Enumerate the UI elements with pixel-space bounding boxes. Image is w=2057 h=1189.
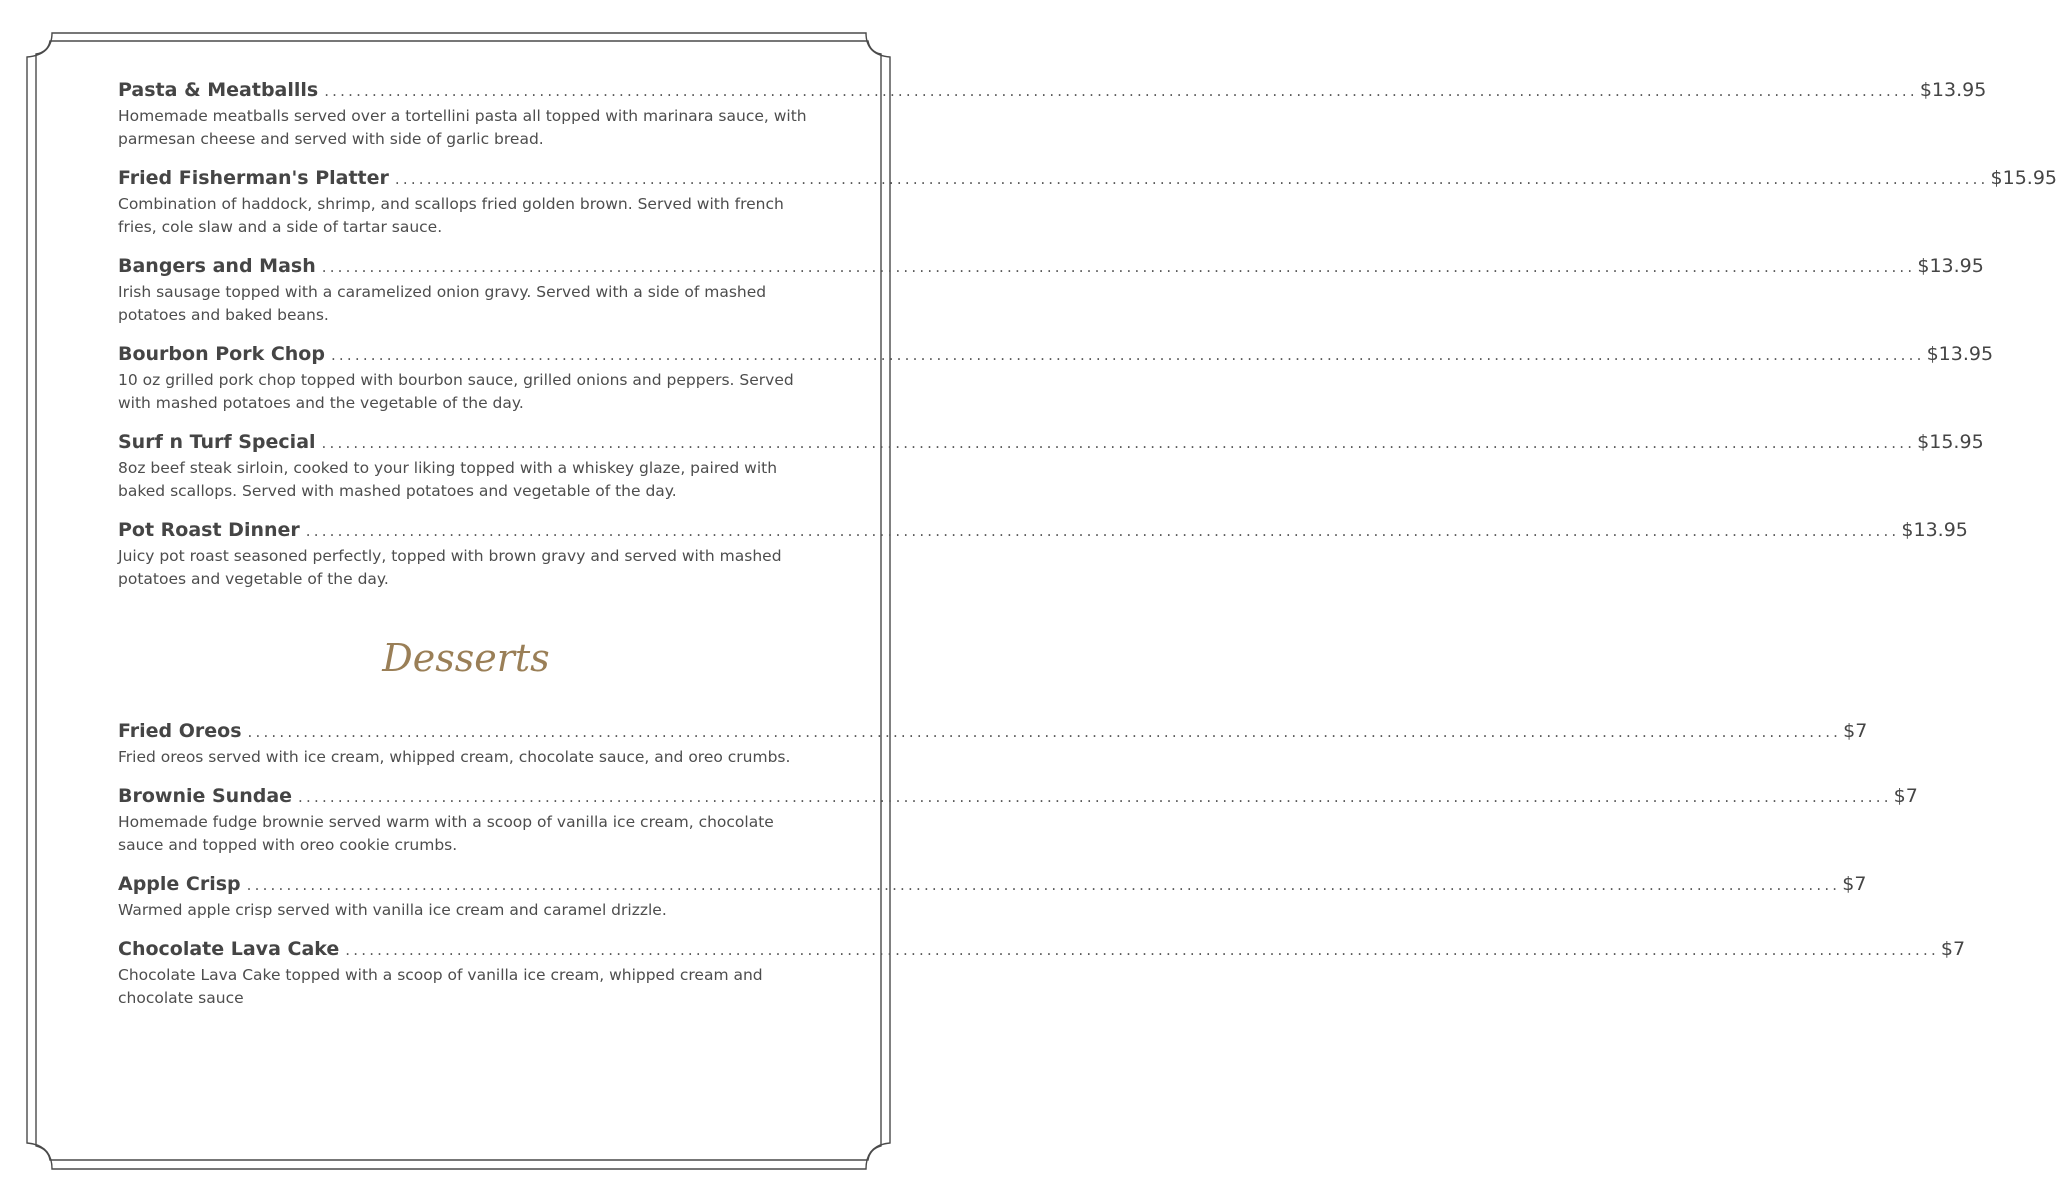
item-name: Chocolate Lava Cake — [118, 938, 340, 960]
dot-leader: ........................................................................................................................................................................................................ — [305, 522, 1900, 540]
menu-item — [118, 77, 1987, 151]
item-description: Combination of haddock, shrimp, and scallops fried golden brown. Served with french fries, cole slaw and a side of tartar sauce. — [118, 195, 784, 236]
dot-leader: ........................................................................................................................................................................................................ — [321, 434, 1916, 452]
menu-item — [118, 936, 1966, 1010]
item-price: $7 — [1843, 720, 1868, 742]
dot-leader: ........................................................................................................................................................................................................ — [394, 170, 1989, 188]
menu-item — [118, 718, 1868, 769]
item-description: Fried oreos served with ice cream, whipped cream, chocolate sauce, and oreo crumbs. — [118, 748, 791, 766]
item-price: $13.95 — [1919, 79, 1987, 101]
item-name: Pot Roast Dinner — [118, 519, 300, 541]
item-name: Bourbon Pork Chop — [118, 343, 325, 365]
dot-leader: ........................................................................................................................................................................................................ — [321, 258, 1916, 276]
item-description: Warmed apple crisp served with vanilla ice cream and caramel drizzle. — [118, 901, 667, 919]
item-price: $7 — [1842, 873, 1867, 895]
item-price: $7 — [1940, 938, 1966, 960]
item-price: $7 — [1893, 785, 1918, 807]
menu-item — [118, 429, 1984, 503]
item-description: Homemade fudge brownie served warm with a scoop of vanilla ice cream, chocolate sauce and topped with oreo cookie crumbs. — [118, 813, 774, 854]
item-price: $13.95 — [1917, 255, 1984, 277]
item-price: $13.95 — [1926, 343, 1994, 365]
dot-leader: ........................................................................................................................................................................................................ — [247, 723, 1842, 741]
menu-item — [118, 871, 1867, 922]
menu-item — [118, 517, 1968, 591]
menu-content — [118, 77, 2057, 1024]
menu-item — [118, 341, 1994, 415]
desserts-list — [118, 718, 1966, 1010]
item-description: Chocolate Lava Cake topped with a scoop of vanilla ice cream, whipped cream and chocolate sauce — [118, 966, 763, 1007]
dot-leader: ........................................................................................................................................................................................................ — [246, 876, 1841, 894]
item-name: Pasta & Meatballls — [118, 79, 319, 101]
desserts-heading: Desserts — [382, 636, 550, 680]
item-price: $13.95 — [1901, 519, 1968, 541]
item-name: Fried Fisherman's Platter — [118, 167, 389, 189]
item-description: Irish sausage topped with a caramelized onion gravy. Served with a side of mashed potatoes and baked beans. — [118, 283, 767, 324]
menu-item — [118, 165, 2057, 239]
dot-leader: ........................................................................................................................................................................................................ — [345, 941, 1939, 959]
dot-leader: ........................................................................................................................................................................................................ — [330, 346, 1925, 364]
mains-list — [118, 77, 2057, 591]
item-name: Bangers and Mash — [118, 255, 316, 277]
item-description: 8oz beef steak sirloin, cooked to your liking topped with a whiskey glaze, paired with baked scallops. Served with mashed potatoes and vegetable of the day. — [118, 459, 778, 500]
item-price: $15.95 — [1917, 431, 1984, 453]
dot-leader: ........................................................................................................................................................................................................ — [298, 788, 1892, 806]
item-description: Homemade meatballs served over a tortellini pasta all topped with marinara sauce, with parmesan cheese and served with side of garlic bread. — [118, 107, 807, 148]
item-name: Brownie Sundae — [118, 785, 293, 807]
item-description: Juicy pot roast seasoned perfectly, topped with brown gravy and served with mashed potatoes and vegetable of the day. — [118, 547, 782, 588]
item-name: Apple Crisp — [118, 873, 241, 895]
dot-leader: ........................................................................................................................................................................................................ — [324, 82, 1918, 100]
item-name: Surf n Turf Special — [118, 431, 316, 453]
menu-item — [118, 253, 1984, 327]
item-name: Fried Oreos — [118, 720, 242, 742]
item-price: $15.95 — [1990, 167, 2057, 189]
item-description: 10 oz grilled pork chop topped with bourbon sauce, grilled onions and peppers. Served with mashed potatoes and the vegetable of the day. — [118, 371, 794, 412]
menu-item — [118, 783, 1918, 857]
